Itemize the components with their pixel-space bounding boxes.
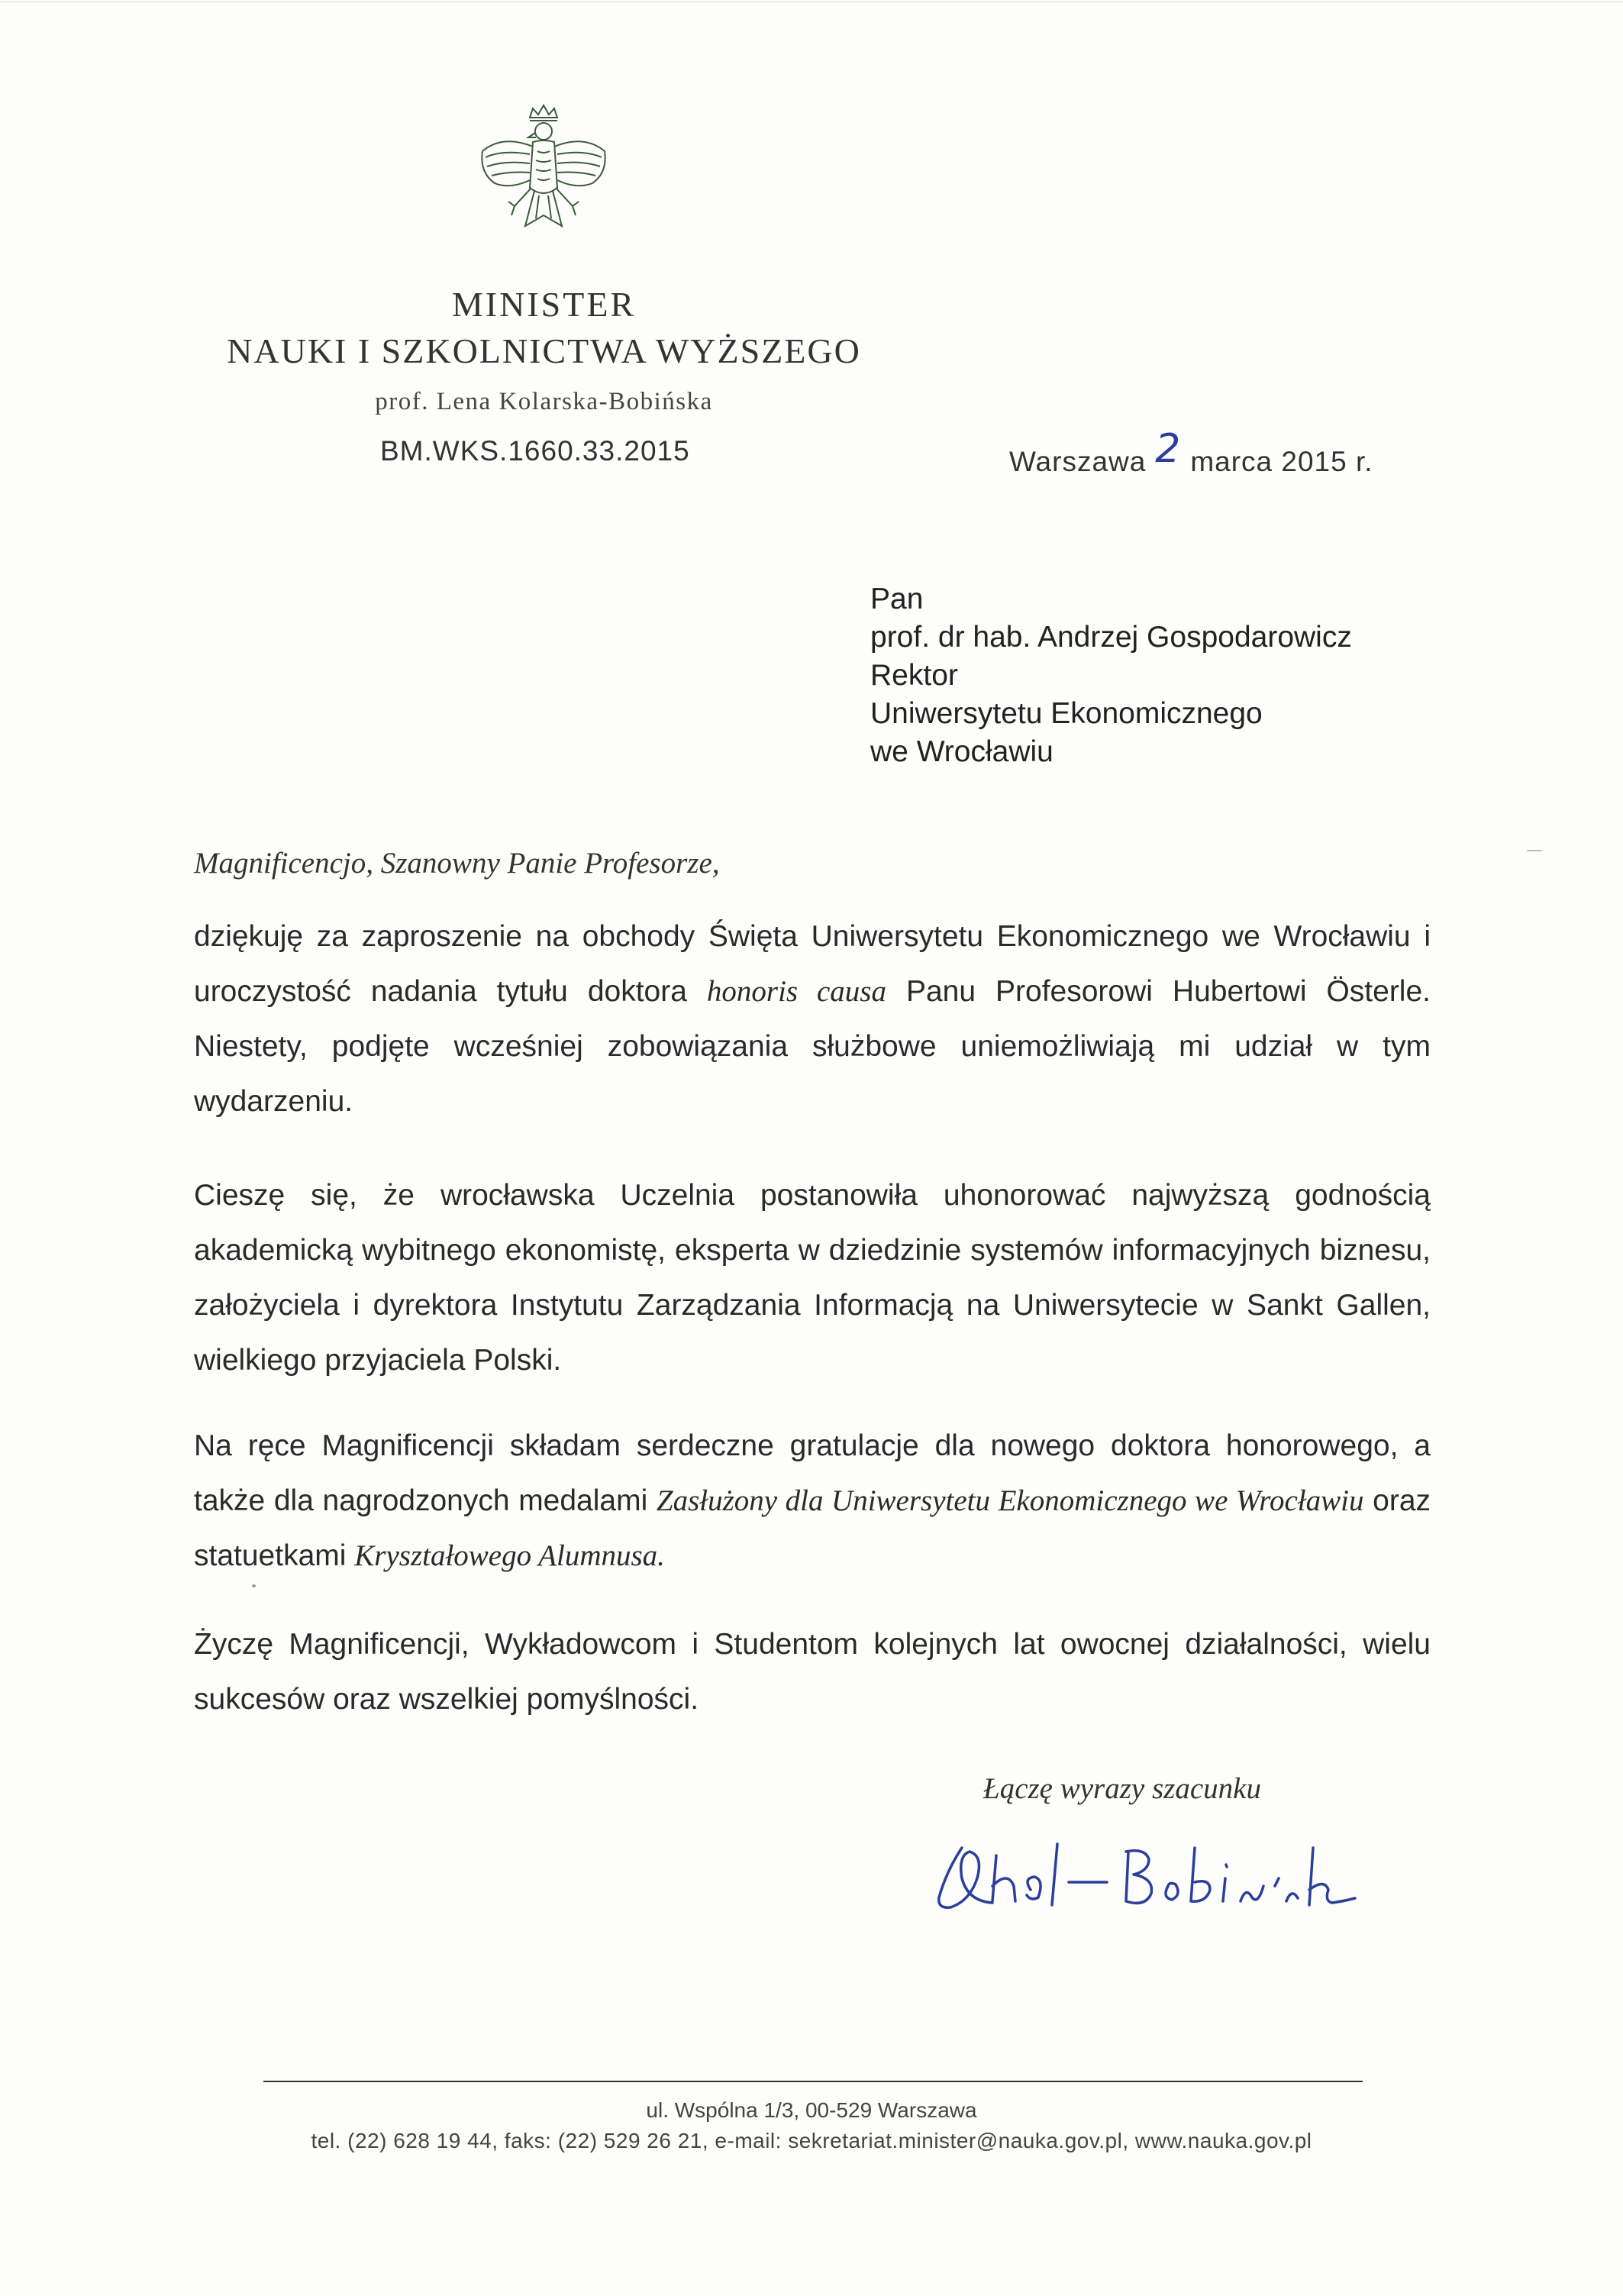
recipient-line: Uniwersytetu Ekonomicznego [870,697,1263,730]
handwritten-signature [916,1825,1359,1924]
scan-speck [252,1584,256,1587]
body-paragraph-1 [194,909,1431,1129]
paragraph-text: dziękuję za zaproszenie na obchody Święta Uniwersytetu Ekonomicznego we Wrocławiu i uroczystość nadania tytułu doktora [194,920,1431,1008]
recipient-line: we Wrocławiu [870,735,1053,768]
paragraph-italic-text: honoris causa [706,975,886,1008]
ministry-title-line1: MINISTER [451,285,637,324]
date-month-year: marca 2015 r. [1190,446,1373,477]
footer-address: ul. Wspólna 1/3, 00-529 Warszawa [646,2098,977,2122]
body-paragraph-4: Życzę Magnificencji, Wykładowcom i Studentom kolejnych lat owocnej działalności, wielu sukcesów oraz wszelkiej pomyślności. [194,1628,1431,1716]
footer-divider [263,2081,1363,2082]
reference-number: BM.WKS.1660.33.2015 [380,435,690,467]
letter-date [1009,426,1373,481]
paragraph-text: Panu Profesorowi Hubertowi Österle. Niestety, podjęte wcześniej zobowiązania służbowe uniemożliwiają mi udział w tym wydarzeniu. [194,975,1431,1118]
paragraph-text: Na ręce Magnificencji składam serdeczne gratulacje dla nowego doktora honorowego, a także dla nagrodzonych medalami [194,1429,1431,1517]
footer-contact: tel. (22) 628 19 44, faks: (22) 529 26 21, e-mail: sekretariat.minister@nauka.gov.pl, www.nauka.gov.pl [311,2129,1312,2152]
salutation: Magnificencjo, Szanowny Panie Profesorze, [194,847,720,880]
body-paragraph-2: Cieszę się, że wrocławska Uczelnia postanowiła uhonorować najwyższą godnością akademicką wybitnego ekonomistę, eksperta w dziedzinie systemów informacyjnych biznesu, założyciela i dyrektora Instytutu Zarządzania Informacją na Uniwersytecie w Sankt Gallen, wielkiego przyjaciela Polski. [194,1179,1431,1377]
ministry-title-line2: NAUKI I SZKOLNICTWA WYŻSZEGO [227,331,861,370]
minister-name: prof. Lena Kolarska-Bobińska [375,388,713,415]
paragraph-text: oraz statuetkami [194,1484,1431,1572]
paragraph-italic-text: Kryształowego Alumnusa. [354,1539,665,1572]
recipient-line: prof. dr hab. Andrzej Gospodarowicz [870,621,1352,654]
closing-phrase: Łączę wyrazy szacunku [983,1772,1261,1805]
body-paragraph-3 [194,1419,1431,1584]
recipient-line: Rektor [870,659,958,692]
paragraph-italic-text: Zasłużony dla Uniwersytetu Ekonomicznego we Wrocławiu [656,1484,1364,1517]
date-city: Warszawa [1009,446,1147,477]
scan-speck [1527,850,1542,851]
recipient-line: Pan [870,583,924,615]
date-day-handwritten: 2 [1155,426,1182,472]
polish-eagle-emblem-icon [472,104,615,257]
recipient-address [870,580,1352,771]
